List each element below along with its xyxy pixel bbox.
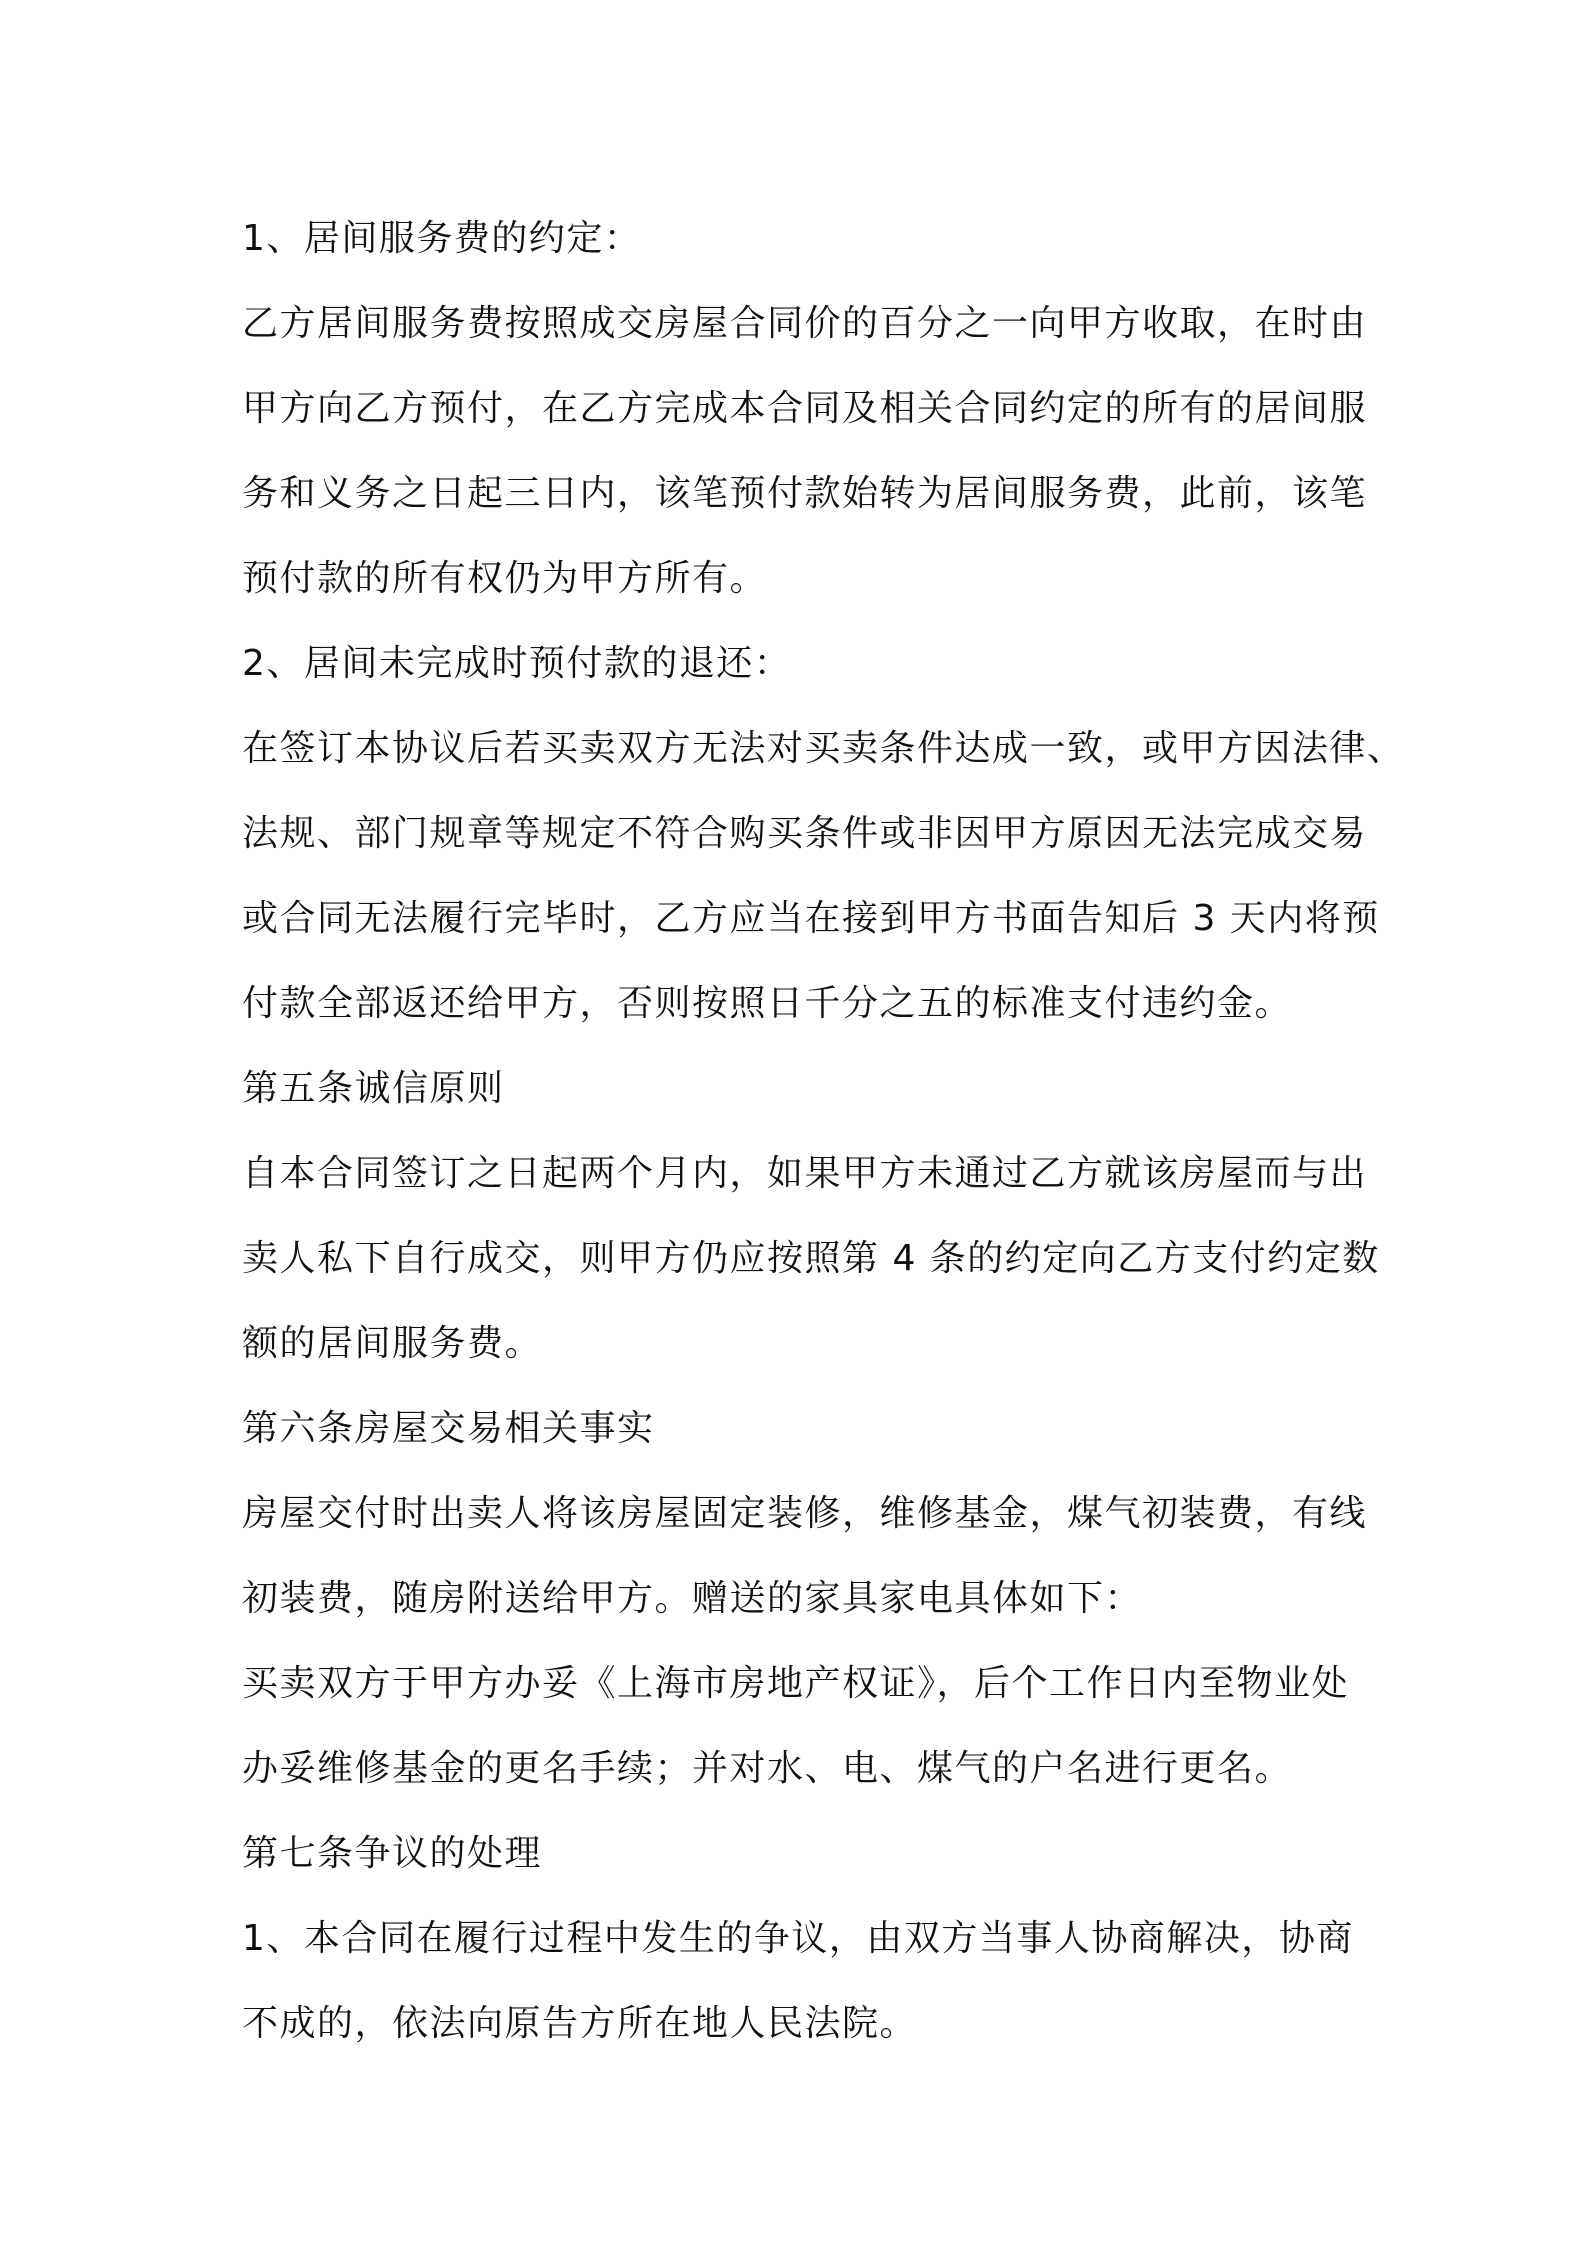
paragraph-line: 自本合同签订之日起两个月内，如果甲方未通过乙方就该房屋而与出 bbox=[242, 1153, 1368, 1194]
document-body bbox=[242, 196, 1405, 2066]
paragraph-line: 买卖双方于甲方办妥《上海市房地产权证》，后个工作日内至物业处 bbox=[242, 1663, 1350, 1704]
paragraph-line: 额的居间服务费。 bbox=[242, 1323, 543, 1364]
article-heading-7: 第七条争议的处理 bbox=[242, 1833, 543, 1874]
article-heading-5: 第五条诚信原则 bbox=[242, 1068, 505, 1109]
clause-heading-service-fee: 1、居间服务费的约定： bbox=[242, 218, 642, 259]
paragraph-line: 初装费，随房附送给甲方。赠送的家具家电具体如下： bbox=[242, 1578, 1143, 1619]
paragraph-line: 在签订本协议后若买卖双方无法对买卖条件达成一致，或甲方因法律、 bbox=[242, 728, 1405, 769]
paragraph-line: 乙方居间服务费按照成交房屋合同价的百分之一向甲方收取，在时由 bbox=[242, 303, 1368, 344]
paragraph-line: 房屋交付时出卖人将该房屋固定装修，维修基金，煤气初装费，有线 bbox=[242, 1493, 1368, 1534]
clause-heading-refund: 2、居间未完成时预付款的退还： bbox=[242, 643, 792, 684]
paragraph-line: 务和义务之日起三日内，该笔预付款始转为居间服务费，此前，该笔 bbox=[242, 473, 1368, 514]
paragraph-line: 办妥维修基金的更名手续；并对水、电、煤气的户名进行更名。 bbox=[242, 1748, 1293, 1789]
paragraph-line: 甲方向乙方预付，在乙方完成本合同及相关合同约定的所有的居间服 bbox=[242, 388, 1368, 429]
paragraph-line: 法规、部门规章等规定不符合购买条件或非因甲方原因无法完成交易 bbox=[242, 813, 1368, 854]
paragraph-line: 不成的，依法向原告方所在地人民法院。 bbox=[242, 2003, 918, 2044]
article-heading-6: 第六条房屋交易相关事实 bbox=[242, 1408, 655, 1449]
paragraph-line: 卖人私下自行成交，则甲方仍应按照第 4 条的约定向乙方支付约定数 bbox=[242, 1238, 1380, 1279]
paragraph-line: 1、本合同在履行过程中发生的争议，由双方当事人协商解决，协商 bbox=[242, 1918, 1354, 1959]
paragraph-line: 预付款的所有权仍为甲方所有。 bbox=[242, 558, 768, 599]
paragraph-line: 付款全部返还给甲方，否则按照日千分之五的标准支付违约金。 bbox=[242, 983, 1293, 1024]
paragraph-line: 或合同无法履行完毕时，乙方应当在接到甲方书面告知后 3 天内将预 bbox=[242, 898, 1380, 939]
